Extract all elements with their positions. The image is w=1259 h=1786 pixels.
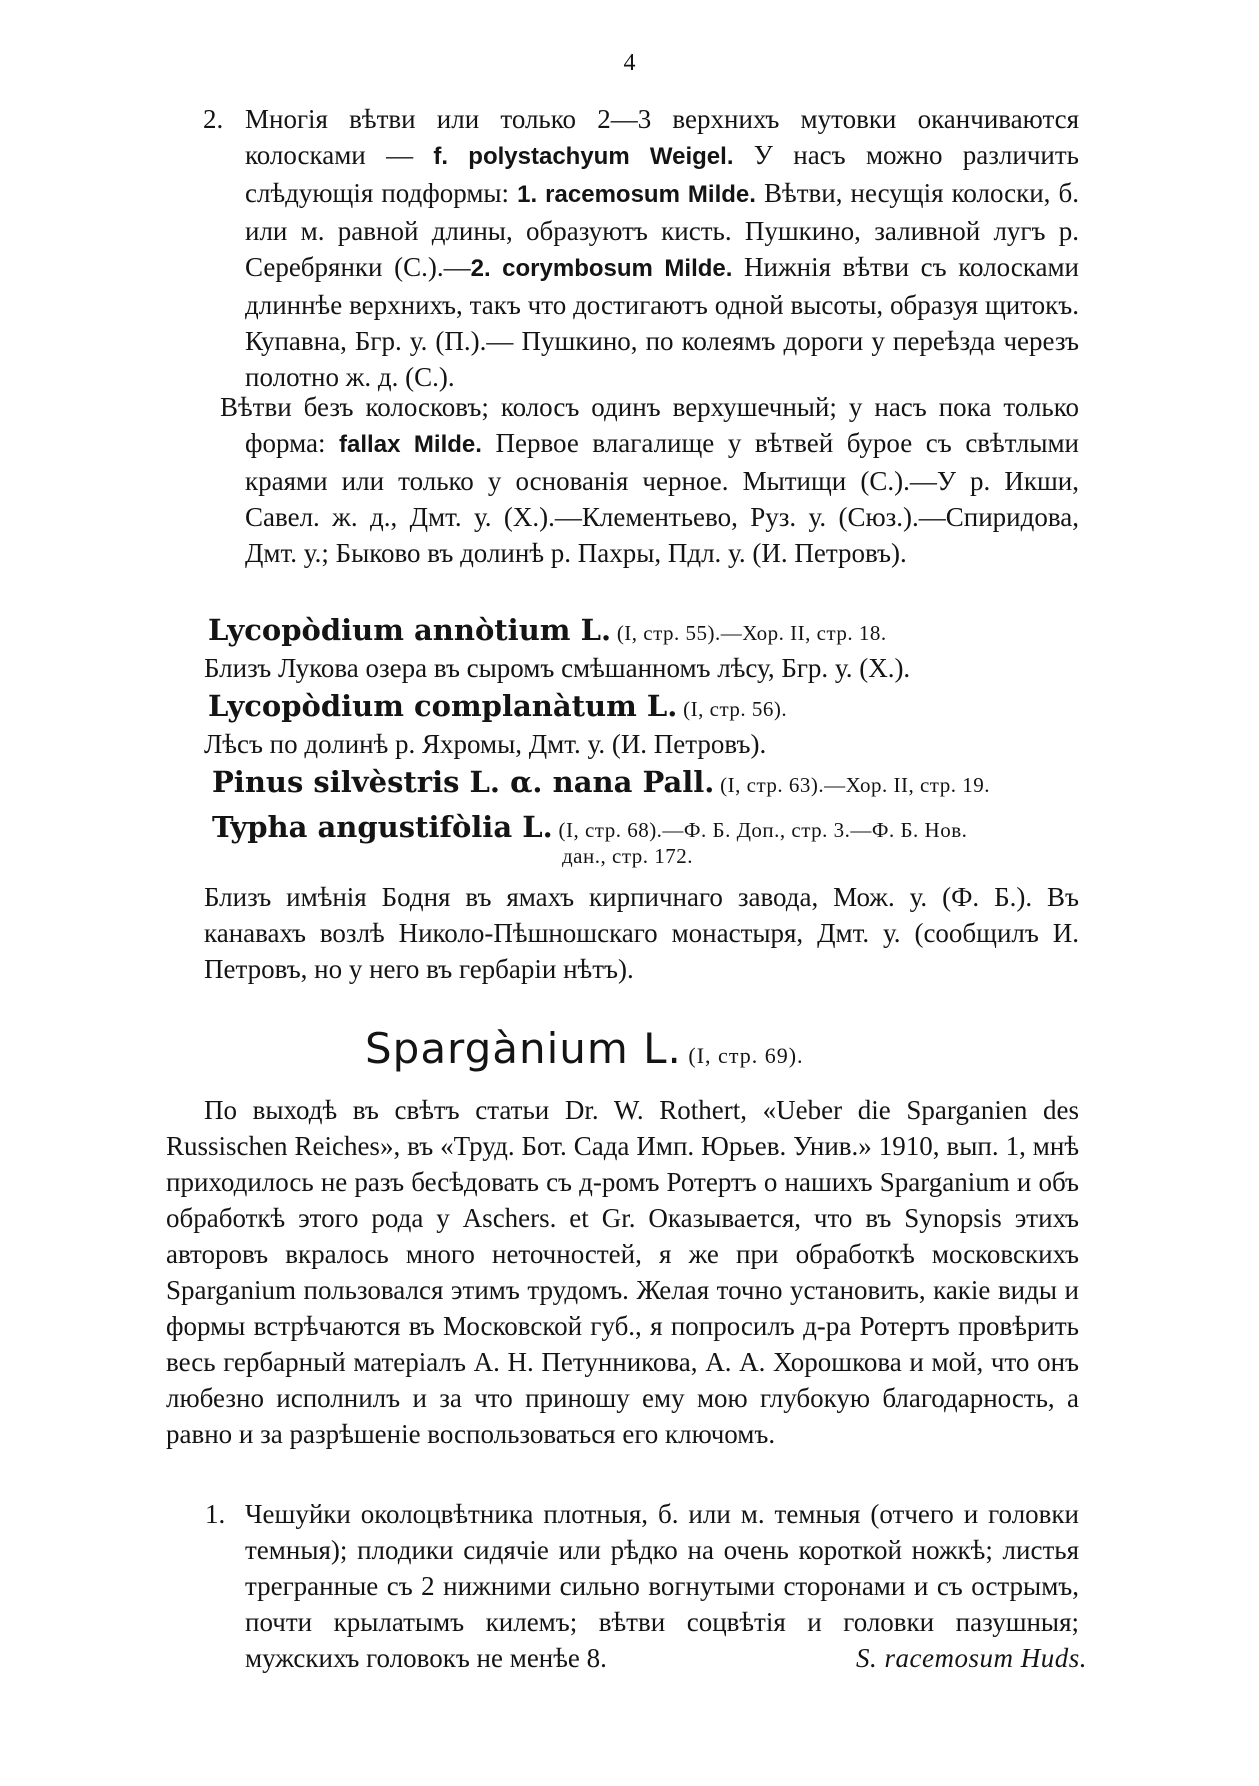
species-ref-2: (I, стр. 56). xyxy=(677,697,788,721)
typha-note: Близъ имѣнія Бодня въ ямахъ кирпичнаго завода, Мож. у. (Ф. Б.). Въ канавахъ возлѣ Николо-Пѣшношскаго монастыря, Дмт. у. (сообщилъ И. Петровъ, но у него въ гербаріи нѣтъ). xyxy=(204,882,1079,984)
species-name-3: Pinus silvèstris L. α. nana Pall. xyxy=(212,765,715,799)
item2-subform-1: 1. racemosum Milde. xyxy=(517,181,756,208)
species-heading-2 xyxy=(208,688,787,727)
key1-number: 1. xyxy=(205,1499,226,1529)
branches-form: fallax Milde. xyxy=(339,431,482,458)
species-ref-4: (I, стр. 68).—Ф. Б. Доп., стр. 3.—Ф. Б. Нов. xyxy=(552,818,968,842)
item2-text-b: У насъ можно различить слѣдующія подформы: xyxy=(245,140,1079,208)
key1-result: S. racemosum Huds. xyxy=(856,1643,1087,1673)
item2-paragraph xyxy=(245,101,1079,395)
genus-name: Spargànium L. xyxy=(365,1024,682,1073)
item2-text-c: Вѣтви, несущія колоски, б. или м. равной длины, образуютъ кисть. Пушкино, заливной лугъ р. Серебрянки (С.).— xyxy=(245,178,1079,282)
species-ref-3: (I, стр. 63).—Хор. II, стр. 19. xyxy=(714,773,990,797)
species-name-4: Typha angustifòlia L. xyxy=(212,810,553,844)
genus-ref: (I, стр. 69). xyxy=(681,1043,804,1068)
page-number: 4 xyxy=(623,50,636,76)
species-heading-3 xyxy=(212,764,990,803)
species-note-1: Близъ Лукова озера въ сыромъ смѣшанномъ лѣсу, Бгр. у. (Х.). xyxy=(204,653,911,683)
key1-text: Чешуйки околоцвѣтника плотныя, б. или м. темныя (отчего и головки темныя); плодики сидячіе или рѣдко на очень короткой ножкѣ; листья трегранные съ 2 нижними сильно вогнутыми сторонами и съ острымъ, почти крылатымъ килемъ; вѣтви соцвѣтія и головки пазушныя; мужскихъ головокъ не менѣе 8. xyxy=(245,1499,1079,1673)
species-ref-1: (I, стр. 55).—Хор. II, стр. 18. xyxy=(611,621,887,645)
item2-number: 2. xyxy=(203,104,224,134)
intro-paragraph: По выходѣ въ свѣтъ статьи Dr. W. Rothert, «Ueber die Sparganien des Russischen Reiches», въ «Труд. Бот. Сада Имп. Юрьев. Унив.» 1910, вып. 1, мнѣ приходилось не разъ бесѣдовать съ д-ромъ Ротертъ о нашихъ Sparganium и объ обработкѣ этого рода у Aschers. et Gr. Оказывается, что въ Synopsis этихъ авторовъ вкралось много неточностей, я же при обработкѣ московскихъ Sparganium пользовался этимъ трудомъ. Желая точно установить, какіе виды и формы встрѣчаются въ Московской губ., я попросилъ д-ра Ротертъ провѣрить весь гербарный матеріалъ А. Н. Петунникова, А. А. Хорошкова и мой, что онъ любезно исполнилъ и за что приношу ему мою глубокую благодарность, а равно и за разрѣшеніе воспользоваться его ключомъ. xyxy=(166,1095,1079,1449)
item2-text-d: Нижнія вѣтви съ колосками длиннѣе верхнихъ, такъ что достигаютъ одной высоты, образуя щитокъ. Купавна, Бгр. у. (П.).— Пушкино, по колеямъ дороги у переѣзда черезъ полотно ж. д. (С.). xyxy=(245,252,1079,392)
item2-subform-2: 2. corymbosum Milde. xyxy=(470,255,733,282)
species-heading-1 xyxy=(208,612,887,651)
species-name-1: Lycopòdium annòtium L. xyxy=(208,613,612,647)
branches-text-a: Вѣтви безъ колосковъ; колосъ одинъ верхушечный; у насъ пока только форма: xyxy=(220,392,1079,458)
item2-form: f. polystachyum Weigel. xyxy=(433,143,734,170)
species-note-2: Лѣсъ по долинѣ р. Яхромы, Дмт. у. (И. Петровъ). xyxy=(204,729,767,759)
branches-text-b: Первое влагалище у вѣтвей бурое съ свѣтлыми краями или только у основанія черное. Мытищи (С.).—У р. Икши, Савел. ж. д., Дмт. у. (Х.).—Клементьево, Руз. у. (Сюз.).—Спиридова, Дмт. у.; Быково въ долинѣ р. Пахры, Пдл. у. (И. Петровъ). xyxy=(245,428,1079,568)
species-name-2: Lycopòdium complanàtum L. xyxy=(208,689,678,723)
branches-paragraph xyxy=(220,389,1079,571)
genus-title xyxy=(365,1022,804,1083)
species-ref-4-cont: дан., стр. 172. xyxy=(562,844,693,868)
item2-text-a: Многія вѣтви или только 2—3 верхнихъ мутовки оканчиваются колосками — xyxy=(245,104,1079,170)
